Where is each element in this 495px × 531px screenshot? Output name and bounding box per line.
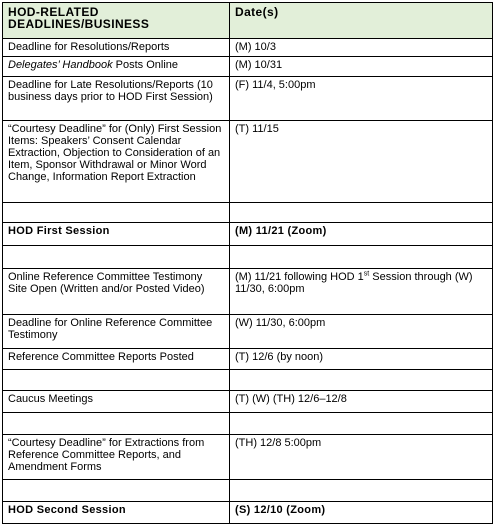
row-date: (M) 10/3 [230,39,493,57]
table-row-empty [3,370,493,391]
row-date: (T) 12/6 (by noon) [230,349,493,370]
row-date-part: (M) 11/21 following HOD 1 [235,271,364,283]
table-row [3,269,493,315]
table-header-row [3,3,493,39]
table-row [3,391,493,413]
table-row [3,77,493,121]
row-date: (F) 11/4, 5:00pm [230,77,493,121]
table-row-empty [3,413,493,435]
row-label [3,246,230,269]
row-date: (S) 12/10 (Zoom) [230,502,493,524]
row-date: (T) 11/15 [230,121,493,203]
table-row-empty [3,480,493,502]
row-label [3,370,230,391]
deadlines-table [2,2,493,524]
handbook-title: Delegates’ Handbook [8,59,113,71]
row-label [3,57,230,77]
row-label: “Courtesy Deadline” for Extractions from Reference Committee Reports, and Amendment Forms [3,435,230,480]
row-date [230,370,493,391]
row-label [3,480,230,502]
row-date: (M) 10/31 [230,57,493,77]
row-date: (M) 11/21 (Zoom) [230,223,493,246]
row-label: Deadline for Late Resolutions/Reports (10 business days prior to HOD First Session) [3,77,230,121]
row-label: Deadline for Online Reference Committee Testimony [3,315,230,349]
table-row-empty [3,203,493,223]
row-date [230,269,493,315]
row-label [3,203,230,223]
row-date: (W) 11/30, 6:00pm [230,315,493,349]
table-row [3,57,493,77]
row-date [230,203,493,223]
row-date-part: Session through (W) 11/30, 6:00pm [235,271,473,295]
table-row [3,435,493,480]
table-row [3,39,493,57]
table-row [3,502,493,524]
row-label: “Courtesy Deadline” for (Only) First Session Items: Speakers’ Consent Calendar Extraction, Objection to Consideration of an Item, Sponsor Withdrawal or Minor Word Change, Information Report Extraction [3,121,230,203]
row-date: (T) (W) (TH) 12/6–12/8 [230,391,493,413]
table-row [3,315,493,349]
row-date [230,246,493,269]
table-row [3,121,493,203]
row-date: (TH) 12/8 5:00pm [230,435,493,480]
row-label: Caucus Meetings [3,391,230,413]
header-business: HOD-RELATED DEADLINES/BUSINESS [3,3,230,39]
row-date [230,413,493,435]
table-row-empty [3,246,493,269]
ordinal-suffix: st [363,270,370,278]
row-label: HOD Second Session [3,502,230,524]
row-label: Reference Committee Reports Posted [3,349,230,370]
table-row [3,349,493,370]
row-label: Deadline for Resolutions/Reports [3,39,230,57]
row-label: Online Reference Committee Testimony Site Open (Written and/or Posted Video) [3,269,230,315]
row-label-rest: Posts Online [112,59,178,71]
row-date [230,480,493,502]
header-dates: Date(s) [230,3,493,39]
table-row [3,223,493,246]
row-label [3,413,230,435]
row-label: HOD First Session [3,223,230,246]
